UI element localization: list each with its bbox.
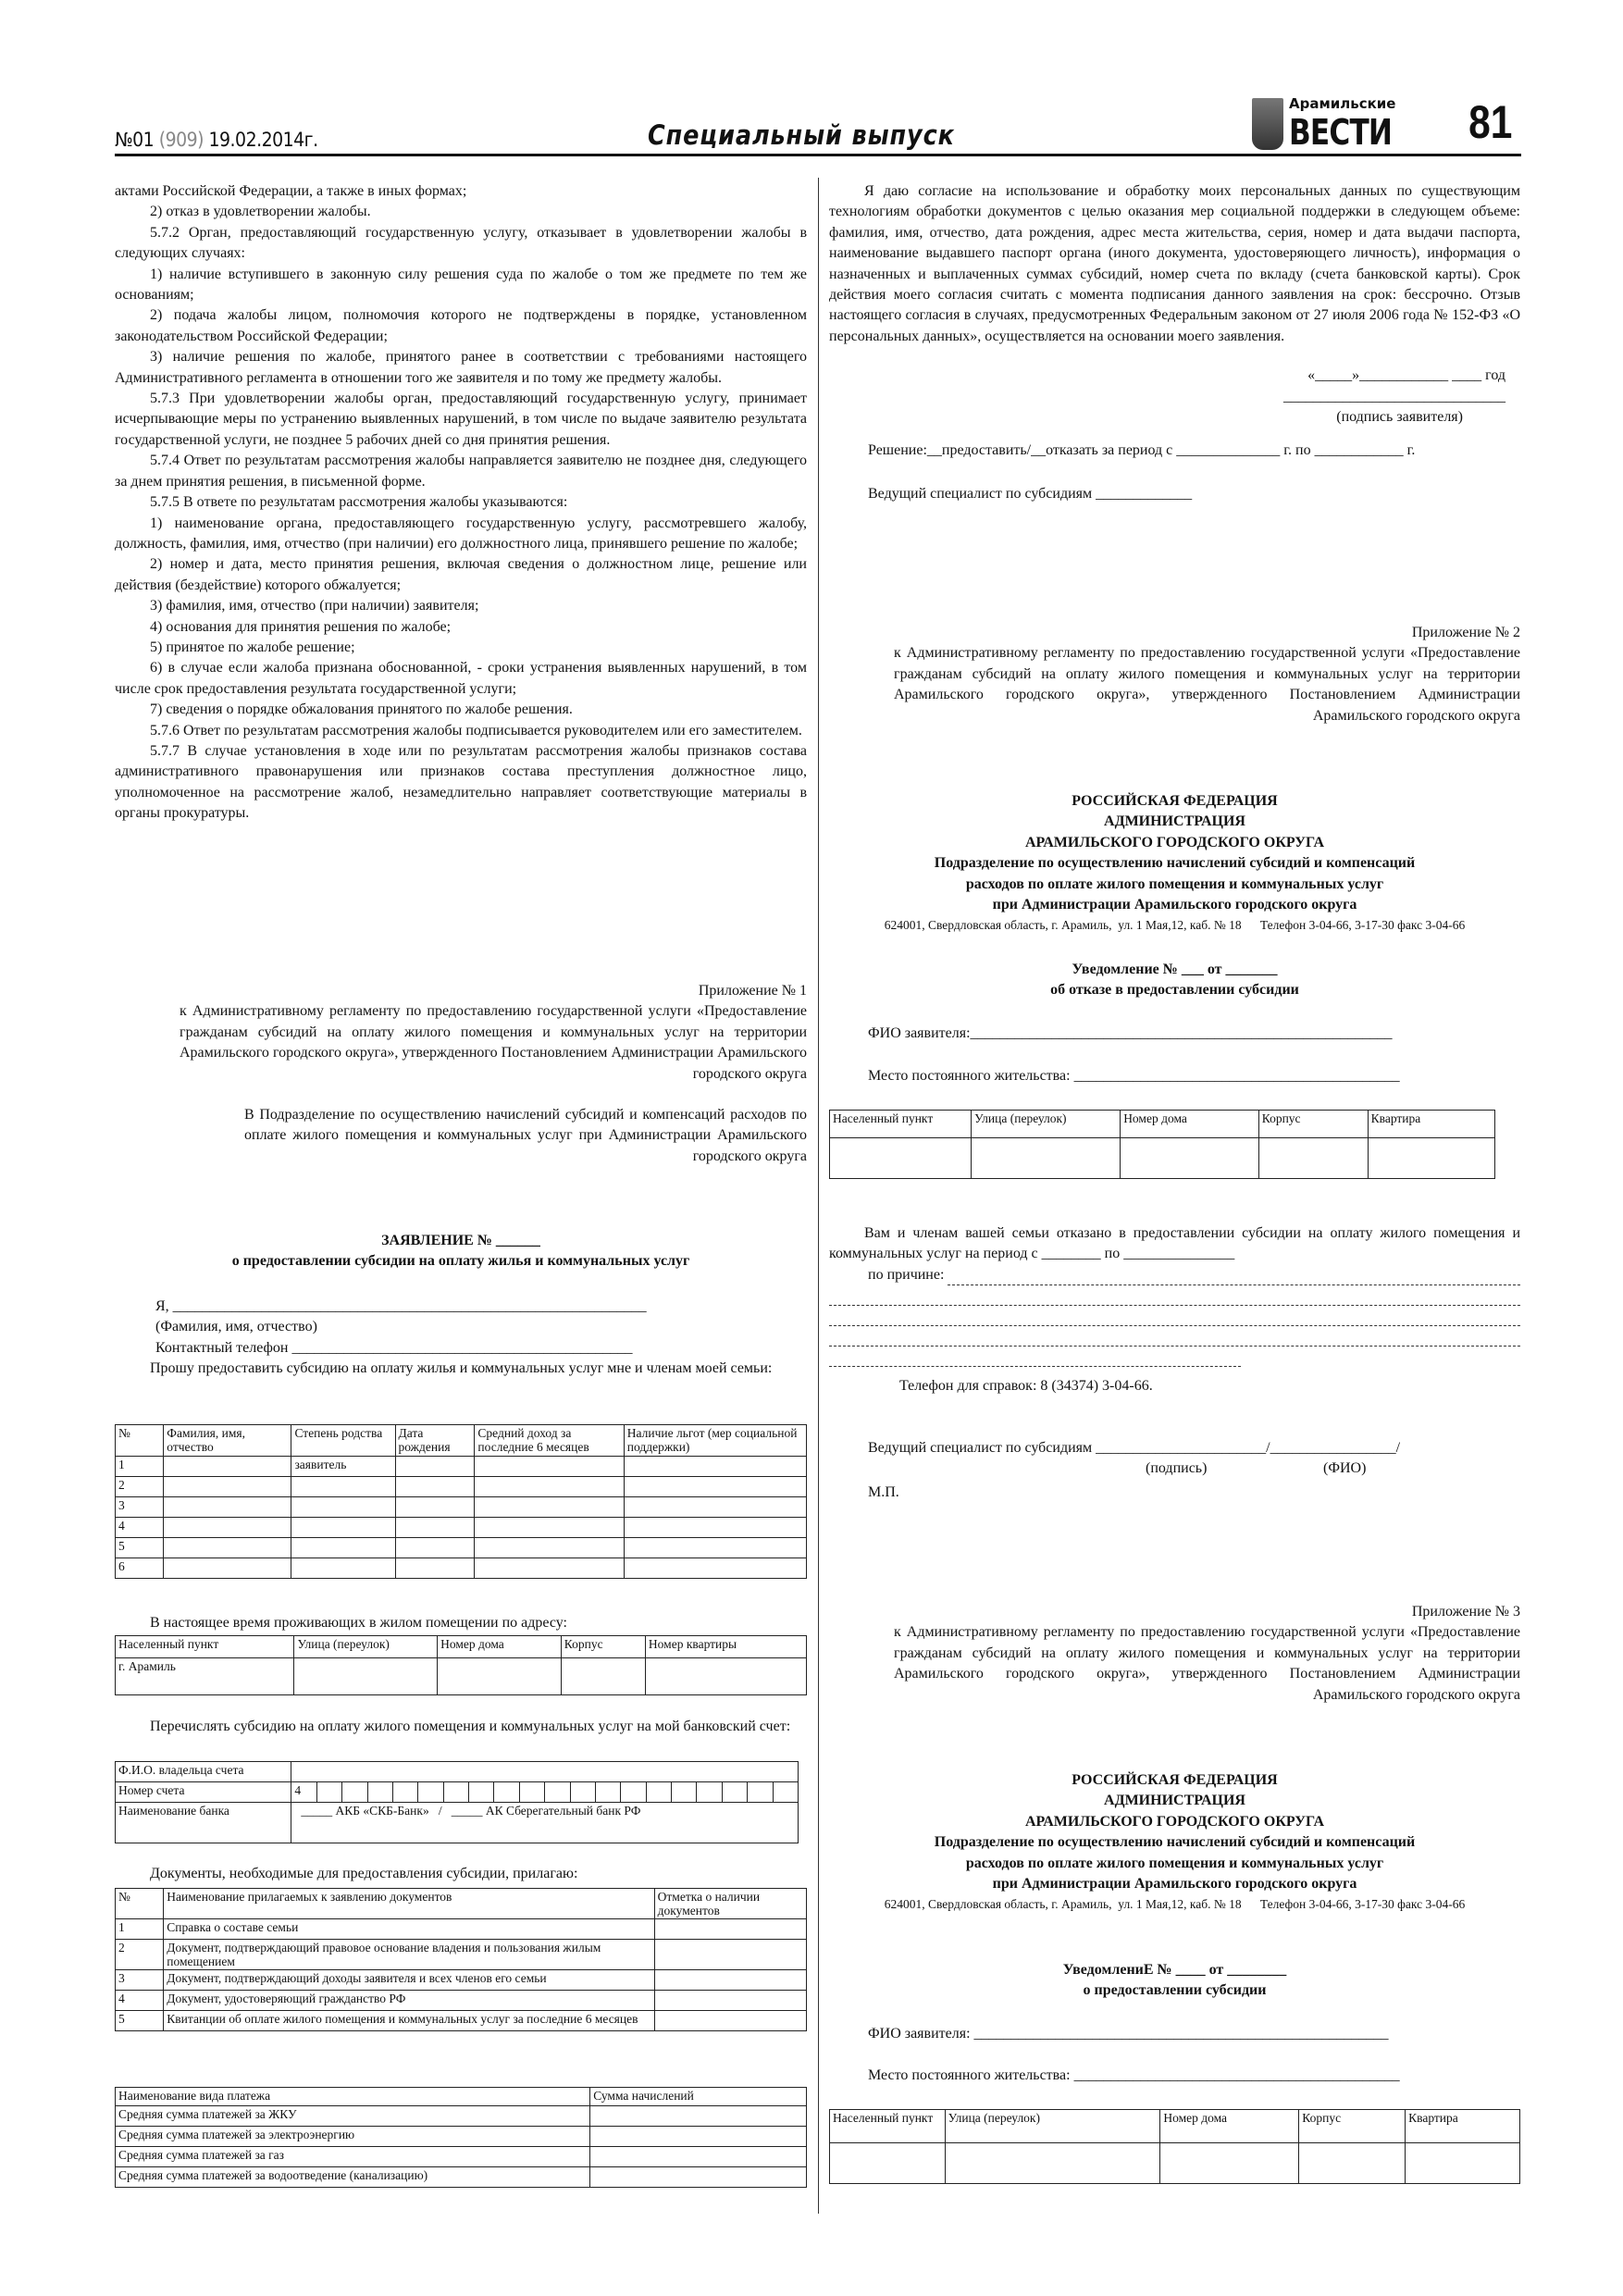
- column-header: Сумма начислений: [590, 2088, 807, 2106]
- account-digit-cell: [545, 1782, 570, 1803]
- address-intro: В настоящее время проживающих в жилом помещении по адресу:: [150, 1615, 567, 1631]
- table-cell: [395, 1457, 475, 1477]
- table-cell: [475, 1497, 624, 1518]
- table-row: [116, 1991, 807, 2011]
- table-cell: [291, 1558, 395, 1579]
- table-cell: [972, 1138, 1121, 1179]
- account-digit-cell: [672, 1782, 697, 1803]
- appendix-3: [829, 1602, 1520, 1706]
- account-digit-cell: [392, 1782, 417, 1803]
- org-header-1: [829, 791, 1520, 937]
- account-digit-cell: [646, 1782, 671, 1803]
- account-digit-cell: [316, 1782, 341, 1803]
- table-cell: [395, 1518, 475, 1538]
- org-header-2: [829, 1770, 1520, 1916]
- org-line: АРАМИЛЬСКОГО ГОРОДСКОГО ОКРУГА: [1024, 834, 1325, 850]
- column-header: №: [116, 1889, 164, 1919]
- table-cell: [590, 2167, 807, 2188]
- table: [115, 1888, 807, 2031]
- appendix-2: [829, 623, 1520, 726]
- column-header: Улица (переулок): [294, 1636, 438, 1658]
- account-owner-value: [291, 1762, 799, 1782]
- table-cell: [475, 1477, 624, 1497]
- grant-subtitle: о предоставлении субсидии: [1083, 1982, 1267, 1999]
- table-cell: Квитанции об оплате жилого помещения и коммунальных услуг за последние 6 месяцев: [164, 2011, 654, 2031]
- table-header-row: [830, 1111, 1495, 1138]
- appendix-text: к Административному регламенту по предоставлению государственной услуги «Предоставление гражданам субсидий на оплату жилого помещения и коммунальных услуг на территории Арамильского городского округа», утвержденного Постановлением Администрации Арамильского городского округа: [180, 1003, 807, 1082]
- table: [115, 1635, 807, 1695]
- table-cell: Документ, удостоверяющий гражданство РФ: [164, 1991, 654, 2011]
- table-cell: [624, 1518, 806, 1538]
- reason-label: по причине:: [868, 1266, 945, 1283]
- table-cell: 1: [116, 1919, 164, 1940]
- table-row: [116, 1940, 807, 1970]
- consent-sign-hint: (подпись заявителя): [1336, 409, 1463, 426]
- table-cell: [164, 1518, 291, 1538]
- table-cell: 1: [116, 1457, 164, 1477]
- paragraph: 5.7.3 При удовлетворении жалобы орган, предоставляющий государственную услугу, принимает исчерпывающие меры по устранению выявленных нарушений, в том числе по выдаче заявителю результата государственной услуги, не позднее 5 рабочих дней со дня принятия решения.: [115, 391, 807, 448]
- table-row: [830, 2143, 1520, 2184]
- column-header: Номер дома: [438, 1636, 562, 1658]
- issue-info: [115, 128, 318, 152]
- table: [115, 1424, 807, 1579]
- account-digit-cell: [621, 1782, 646, 1803]
- table-cell: [291, 1477, 395, 1497]
- bank-table: [115, 1761, 799, 1843]
- applicant-name-field: Я, ________________________________________________________________: [155, 1298, 647, 1314]
- column-divider: [818, 178, 819, 2214]
- org-line: Подразделение по осуществлению начислений субсидий и компенсаций: [934, 1834, 1416, 1851]
- table-cell: [475, 1558, 624, 1579]
- paragraph: 1) наименование органа, предоставляющего государственную услугу, рассмотревшего жалобу, должность, фамилия, имя, отчество (при наличии) его должностного лица, принявшего решение по жалобе;: [115, 515, 807, 552]
- paragraph: 6) в случае если жалоба признана обоснованной, - сроки устранения выявленных нарушений, в том числе срок предоставления результата государственной услуги;: [115, 660, 807, 697]
- bank-name-label: Наименование банка: [116, 1803, 291, 1843]
- table-cell: [475, 1457, 624, 1477]
- column-header: Квартира: [1368, 1111, 1494, 1138]
- table-cell: Документ, подтверждающий правовое основание владения и пользования жилым помещением: [164, 1940, 654, 1970]
- column-header: Номер дома: [1121, 1111, 1259, 1138]
- table-cell: 4: [116, 1991, 164, 2011]
- applicant-name-hint: (Фамилия, имя, отчество): [155, 1319, 317, 1335]
- specialist-line: Ведущий специалист по субсидиям _____________: [868, 485, 1193, 502]
- org-line: расходов по оплате жилого помещения и коммунальных услуг: [965, 1855, 1384, 1871]
- table-cell: [291, 1538, 395, 1558]
- appendix-text: к Административному регламенту по предоставлению государственной услуги «Предоставление гражданам субсидий на оплату жилого помещения и коммунальных услуг на территории Арамильского городского округа», утвержденного Постановлением Администрации Арамильского городского округа: [894, 1624, 1520, 1703]
- newspaper-logo: [1252, 96, 1423, 154]
- addressee: В Подразделение по осуществлению начислений субсидий и компенсаций расходов по оплате жилого помещения и коммунальных услуг при Администрации Арамильского городского округа: [244, 1107, 807, 1164]
- paragraph: 5.7.5 В ответе по результатам рассмотрения жалобы указываются:: [150, 494, 568, 511]
- consent-date-field: «_____»____________ ____ год: [1307, 367, 1505, 384]
- column-header: Улица (переулок): [945, 2110, 1160, 2143]
- column-header: Улица (переулок): [972, 1111, 1121, 1138]
- table-cell: [654, 1940, 806, 1970]
- column-header: Наименование вида платежа: [116, 2088, 590, 2106]
- table-cell: Документ, подтверждающий доходы заявителя и всех членов его семьи: [164, 1970, 654, 1991]
- org-line: РОССИЙСКАЯ ФЕДЕРАЦИЯ: [1072, 793, 1278, 809]
- column-header: Наименование прилагаемых к заявлению документов: [164, 1889, 654, 1919]
- account-digit-cell: [595, 1782, 620, 1803]
- documents-table: [115, 1888, 807, 2031]
- reason-line: [829, 1306, 1520, 1326]
- table-header-row: [116, 1636, 807, 1658]
- table-cell: [438, 1658, 562, 1695]
- table-cell: [645, 1658, 806, 1695]
- account-number-label: Номер счета: [116, 1782, 291, 1803]
- refusal-residence-field: Место постоянного жительства: ____________________________________________: [868, 1068, 1400, 1084]
- table-cell: [291, 1497, 395, 1518]
- paragraph: 5.7.7 В случае установления в ходе или по результатам рассмотрения жалобы признаков состава административного правонарушения или признаков состава преступления должностное лицо, уполномоченное на рассмотрение жалоб, незамедлительно направляет соответствующие материалы в органы прокуратуры.: [115, 742, 807, 822]
- column-header: Квартира: [1406, 2110, 1520, 2143]
- table: [829, 2109, 1520, 2184]
- table-cell: [624, 1477, 806, 1497]
- org-line: АДМИНИСТРАЦИЯ: [1104, 813, 1245, 830]
- table-cell: [590, 2147, 807, 2167]
- table-cell: 2: [116, 1477, 164, 1497]
- account-digit-cell: [469, 1782, 494, 1803]
- table-cell: [164, 1558, 291, 1579]
- table-cell: [475, 1518, 624, 1538]
- table: [829, 1110, 1495, 1179]
- application-heading: [115, 1231, 807, 1272]
- refusal-heading: [829, 960, 1520, 1001]
- table-row: [116, 1658, 807, 1695]
- table-row: [116, 2147, 807, 2167]
- table-cell: [294, 1658, 438, 1695]
- account-digit-cell: [722, 1782, 747, 1803]
- table-cell: Средняя сумма платежей за водоотведение (канализацию): [116, 2167, 590, 2188]
- issue-date: 19.02.2014г.: [208, 129, 318, 151]
- org-line: АРАМИЛЬСКОГО ГОРОДСКОГО ОКРУГА: [1024, 1813, 1325, 1830]
- refusal-specialist-line: Ведущий специалист по субсидиям _______________________/_________________/: [868, 1439, 1401, 1456]
- table-cell: [1258, 1138, 1368, 1179]
- table-cell: [830, 1138, 972, 1179]
- bank-options: _____ АКБ «СКБ-Банк» / _____ АК Сберегательный банк РФ: [291, 1803, 799, 1843]
- table-cell: [1406, 2143, 1520, 2184]
- page-number: 81: [1468, 96, 1513, 148]
- paragraph: 7) сведения о порядке обжалования принятого по жалобе решения.: [150, 701, 573, 718]
- grant-heading: [829, 1960, 1520, 2002]
- column-header: Населенный пункт: [830, 1111, 972, 1138]
- address-table: [115, 1635, 807, 1695]
- table-cell: [475, 1538, 624, 1558]
- table-row: [116, 2167, 807, 2188]
- table-cell: 6: [116, 1558, 164, 1579]
- issue-number: №01: [115, 129, 155, 151]
- logo-small-text: Арамильские: [1289, 95, 1396, 112]
- consent-signature: [829, 366, 1520, 428]
- account-digit-cell: [773, 1782, 798, 1803]
- table-row: [116, 1970, 807, 1991]
- table-cell: [590, 2127, 807, 2147]
- appendix-text: к Административному регламенту по предоставлению государственной услуги «Предоставление гражданам субсидий на оплату жилого помещения и коммунальных услуг на территории Арамильского городского округа», утвержденного Постановлением Администрации Арамильского городского округа: [894, 645, 1520, 724]
- payments-table: [115, 2087, 807, 2188]
- grant-residence-field: Место постоянного жительства: ____________________________________________: [868, 2067, 1400, 2083]
- table-cell: 3: [116, 1497, 164, 1518]
- org-address: 624001, Свердловская область, г. Арамиль, ул. 1 Мая,12, каб. № 18 Телефон 3-04-66, 3-17-30 факс 3-04-66: [884, 1897, 1466, 1912]
- grant-fio-field: ФИО заявителя: ________________________________________________________: [868, 2026, 1389, 2042]
- sign-hint: (подпись): [1146, 1460, 1208, 1477]
- account-number-row: [116, 1782, 799, 1803]
- column-header: Населенный пункт: [116, 1636, 294, 1658]
- table-row: [116, 1497, 807, 1518]
- org-address: 624001, Свердловская область, г. Арамиль, ул. 1 Мая,12, каб. № 18 Телефон 3-04-66, 3-17-30 факс 3-04-66: [884, 918, 1466, 933]
- org-line: АДМИНИСТРАЦИЯ: [1104, 1793, 1245, 1809]
- table-cell: [395, 1497, 475, 1518]
- refusal-phone: Телефон для справок: 8 (34374) 3-04-66.: [899, 1378, 1153, 1395]
- table-cell: 5: [116, 1538, 164, 1558]
- account-owner-label: Ф.И.О. владельца счета: [116, 1762, 291, 1782]
- table-cell: [1160, 2143, 1299, 2184]
- table-cell: [624, 1538, 806, 1558]
- table-cell: [561, 1658, 645, 1695]
- account-digit-cell: 4: [291, 1782, 316, 1803]
- table-cell: [945, 2143, 1160, 2184]
- table-cell: [164, 1477, 291, 1497]
- table-cell: [395, 1558, 475, 1579]
- family-table: [115, 1424, 807, 1579]
- fio-hint: (ФИО): [1323, 1460, 1367, 1477]
- table-cell: Справка о составе семьи: [164, 1919, 654, 1940]
- column-header: Номер дома: [1160, 2110, 1299, 2143]
- table-cell: 2: [116, 1940, 164, 1970]
- account-owner-row: [116, 1762, 799, 1782]
- column-header: Номер квартиры: [645, 1636, 806, 1658]
- table: [115, 2087, 807, 2188]
- table-cell: [1121, 1138, 1259, 1179]
- refusal-text: Вам и членам вашей семьи отказано в предоставлении субсидии на оплату жилого помещения и коммунальных услуг на период с ________ по _______________: [829, 1225, 1520, 1262]
- table-cell: [164, 1457, 291, 1477]
- bank-name-row: [116, 1803, 799, 1843]
- org-line: при Администрации Арамильского городского округа: [992, 897, 1357, 913]
- docs-intro: Документы, необходимые для предоставления субсидии, прилагаю:: [150, 1866, 578, 1881]
- appendix-title: Приложение № 1: [698, 983, 807, 999]
- column-header: Степень родства: [291, 1425, 395, 1457]
- refusal-subtitle: об отказе в предоставлении субсидии: [1050, 982, 1299, 999]
- account-digit-cell: [494, 1782, 519, 1803]
- table-cell: [395, 1477, 475, 1497]
- account-digit-cell: [697, 1782, 722, 1803]
- table-cell: 3: [116, 1970, 164, 1991]
- paragraph: 2) номер и дата, место принятия решения, включая сведения о должностном лице, решение или действия (бездействие) которого обжалуется;: [115, 556, 807, 593]
- table-cell: [654, 1919, 806, 1940]
- refusal-signature: [829, 1438, 1520, 1504]
- table-cell: [654, 1991, 806, 2011]
- table-cell: [1368, 1138, 1494, 1179]
- issue-total: (909): [158, 129, 204, 151]
- table-cell: [164, 1538, 291, 1558]
- application-title: ЗАЯВЛЕНИЕ № ______: [381, 1233, 540, 1248]
- org-line: при Администрации Арамильского городского округа: [992, 1876, 1357, 1893]
- column-header: №: [116, 1425, 164, 1457]
- account-digit-cell: [342, 1782, 367, 1803]
- table-cell: [624, 1497, 806, 1518]
- table-cell: [624, 1457, 806, 1477]
- request-text: Прошу предоставить субсидию на оплату жилья и коммунальных услуг мне и членам моей семьи:: [150, 1360, 773, 1377]
- paragraph: 2) отказ в удовлетворении жалобы.: [150, 204, 371, 220]
- table-row: [116, 1919, 807, 1940]
- section-title: Специальный выпуск: [648, 119, 955, 151]
- refusal-title: Уведомление № ___ от _______: [1072, 962, 1278, 977]
- paragraph: 5) принятое по жалобе решение;: [150, 639, 355, 655]
- stamp-place: М.П.: [868, 1484, 899, 1501]
- paragraph: актами Российской Федерации, а также в иных формах;: [115, 183, 467, 199]
- paragraph: 1) наличие вступившего в законную силу решения суда по жалобе о том же предмете по тем же основаниям;: [115, 266, 807, 304]
- org-line: расходов по оплате жилого помещения и коммунальных услуг: [965, 875, 1384, 892]
- complaint-procedure-text: [115, 181, 807, 825]
- reason-line: [829, 1326, 1520, 1347]
- column-header: Отметка о наличии документов: [654, 1889, 806, 1919]
- contact-phone-field: Контактный телефон ______________________________________________: [155, 1339, 633, 1356]
- paragraph: 3) фамилия, имя, отчество (при наличии) заявителя;: [150, 598, 479, 614]
- paragraph: 3) наличие решения по жалобе, принятого ранее в соответствии с требованиями настоящего Административного регламента в отношении того же заявителя и по тому же предмету жалобы.: [115, 349, 807, 386]
- org-line: Подразделение по осуществлению начислений субсидий и компенсаций: [934, 855, 1416, 872]
- table-header-row: [116, 1889, 807, 1919]
- table-cell: Средняя сумма платежей за газ: [116, 2147, 590, 2167]
- refusal-address-table: [829, 1110, 1495, 1179]
- refusal-fio-field: ФИО заявителя:_________________________________________________________: [868, 1025, 1393, 1041]
- table-cell: [590, 2106, 807, 2127]
- column-header: Корпус: [1258, 1111, 1368, 1138]
- account-digit-cell: [748, 1782, 773, 1803]
- paragraph: 5.7.6 Ответ по результатам рассмотрения жалобы подписывается руководителем или его заместителем.: [150, 722, 802, 738]
- applicant-fields: [115, 1297, 807, 1380]
- table-row: [116, 1558, 807, 1579]
- column-header: Населенный пункт: [830, 2110, 946, 2143]
- table-cell: [654, 1970, 806, 1991]
- account-digit-cell: [570, 1782, 595, 1803]
- consent-text: Я даю согласие на использование и обработку моих персональных данных по существующим технологиям обработки документов с целью оказания мер социальной поддержки в следующем объеме: фамилия, имя, отчество, дата рождения, адрес места жительства, серия, номер и дата выдачи паспорта, наименование выдавшего паспорт органа (иного документа, удостоверяющего личность), информация о назначенных и выплаченных суммах субсидий, номер счета по вкладу (счета банковской карты). Срок действия моего согласия считать с момента подписания данного заявления на срок: бессрочно. Отзыв настоящего согласия в случаях, предусмотренных Федеральным законом от 27 июля 2006 года № 152-ФЗ «О персональных данных», осуществляется на основании моего заявления.: [829, 183, 1520, 344]
- paragraph: 5.7.4 Ответ по результатам рассмотрения жалобы направляется заявителю не позднее дня, следующего за днем принятия решения, в письменной форме.: [115, 453, 807, 490]
- consent-sign-line: ______________________________: [1283, 388, 1505, 404]
- table-row: [116, 2011, 807, 2031]
- table-cell: [624, 1558, 806, 1579]
- table-header-row: [116, 2088, 807, 2106]
- table-cell: Средняя сумма платежей за электроэнергию: [116, 2127, 590, 2147]
- header-rule: [115, 154, 1521, 156]
- grant-address-table: [829, 2109, 1520, 2184]
- table-cell: 4: [116, 1518, 164, 1538]
- application-subtitle: о предоставлении субсидии на оплату жилья и коммунальных услуг: [231, 1253, 690, 1270]
- logo-big-text: ВЕСТИ: [1289, 112, 1393, 153]
- appendix-title: Приложение № 2: [1411, 625, 1520, 640]
- account-digit-cell: [418, 1782, 443, 1803]
- paragraph: 4) основания для принятия решения по жалобе;: [150, 618, 452, 635]
- table-row: [116, 2106, 807, 2127]
- org-line: РОССИЙСКАЯ ФЕДЕРАЦИЯ: [1072, 1772, 1278, 1788]
- paragraph: 5.7.2 Орган, предоставляющий государственную услугу, отказывает в удовлетворении жалобы в следующих случаях:: [115, 224, 807, 262]
- column-header: Корпус: [561, 1636, 645, 1658]
- table-row: [116, 1477, 807, 1497]
- account-digit-cell: [367, 1782, 392, 1803]
- column-header: Средний доход за последние 6 месяцев: [475, 1425, 624, 1457]
- reason-line: [829, 1347, 1241, 1367]
- column-header: Наличие льгот (мер социальной поддержки): [624, 1425, 806, 1457]
- table-row: [116, 1538, 807, 1558]
- table-cell: [1299, 2143, 1406, 2184]
- reason-line: [948, 1265, 1520, 1285]
- table-row: [116, 1518, 807, 1538]
- table-cell: заявитель: [291, 1457, 395, 1477]
- table-row: [116, 2127, 807, 2147]
- table-cell: [291, 1518, 395, 1538]
- decision-line: Решение:__предоставить/__отказать за период с ______________ г. по ____________ г.: [868, 442, 1416, 459]
- paragraph: 2) подача жалобы лицом, полномочия которого не подтверждены в порядке, установленном законодательством Российской Федерации;: [115, 307, 807, 344]
- transfer-intro: Перечислять субсидию на оплату жилого помещения и коммунальных услуг на мой банковский счет:: [150, 1719, 791, 1734]
- account-digit-cell: [443, 1782, 468, 1803]
- table-cell: [654, 2011, 806, 2031]
- grant-title: УведомлениЕ № ____ от ________: [1062, 1962, 1287, 1978]
- column-header: Фамилия, имя, отчество: [164, 1425, 291, 1457]
- table-cell: г. Арамиль: [116, 1658, 294, 1695]
- table-cell: [830, 2143, 946, 2184]
- column-header: Дата рождения: [395, 1425, 475, 1457]
- appendix-title: Приложение № 3: [1411, 1604, 1520, 1620]
- consent-block: [829, 181, 1520, 504]
- account-digit-cell: [519, 1782, 544, 1803]
- refusal-body: [829, 1223, 1520, 1503]
- table-row: [116, 1457, 807, 1477]
- reason-line: [829, 1285, 1520, 1306]
- coat-of-arms-icon: [1252, 98, 1283, 150]
- appendix-1: [115, 981, 807, 1085]
- table-cell: [395, 1538, 475, 1558]
- table-cell: [164, 1497, 291, 1518]
- table-cell: Средняя сумма платежей за ЖКУ: [116, 2106, 590, 2127]
- table-cell: 5: [116, 2011, 164, 2031]
- table-header-row: [116, 1425, 807, 1457]
- table-header-row: [830, 2110, 1520, 2143]
- column-header: Корпус: [1299, 2110, 1406, 2143]
- table-row: [830, 1138, 1495, 1179]
